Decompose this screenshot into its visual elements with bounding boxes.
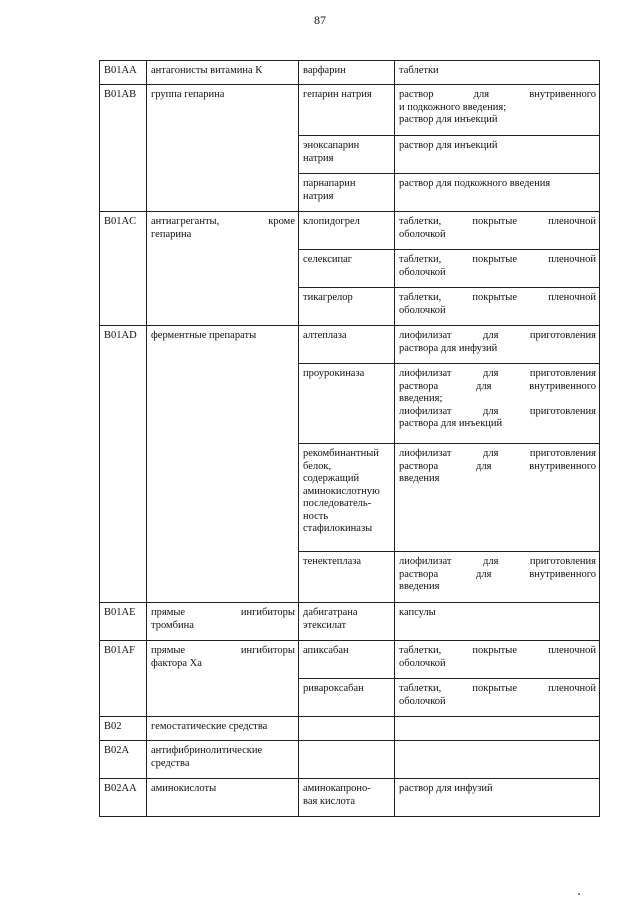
dosage-form-line: раствор для внутривенного — [399, 89, 596, 100]
dosage-form-cell — [395, 326, 600, 364]
group-name-line: прямые ингибиторы — [151, 607, 295, 618]
dosage-form-line: раствор для инфузий — [399, 783, 493, 794]
dosage-form-cell — [395, 444, 600, 552]
drug-name-line: натрия — [303, 190, 334, 202]
drug-name-line: апиксабан — [303, 645, 349, 656]
group-name-cell — [147, 641, 299, 717]
atc-code-cell — [100, 741, 147, 779]
group-name-cell — [147, 61, 299, 85]
table-row — [100, 326, 600, 364]
dosage-form-line: таблетки, покрытые пленочной — [399, 216, 596, 227]
dosage-form-cell — [395, 61, 600, 85]
group-name-cell — [147, 603, 299, 641]
dosage-form-cell — [395, 552, 600, 603]
atc-code-cell — [100, 603, 147, 641]
dosage-form-cell — [395, 779, 600, 817]
drug-name-cell — [299, 603, 395, 641]
page-number: 87 — [314, 13, 326, 27]
group-name-cell — [147, 779, 299, 817]
drug-name-line: последователь- — [303, 498, 372, 509]
drug-name-cell — [299, 326, 395, 364]
drug-name-line: тенектеплаза — [303, 556, 362, 567]
dosage-form-line: капсулы — [399, 607, 436, 618]
drug-name-line: вая кислота — [303, 795, 356, 807]
drug-name-line: эноксапарин — [303, 140, 360, 151]
dosage-form-line: и подкожного введения; — [399, 101, 507, 113]
drug-name-cell — [299, 250, 395, 288]
dosage-form-cell — [395, 641, 600, 679]
dosage-form-line: введения; — [399, 393, 443, 404]
dosage-form-line: введения — [399, 581, 440, 592]
drug-name-cell — [299, 61, 395, 85]
group-name-line: антиагреганты, кроме — [151, 216, 295, 227]
group-name-line: группа гепарина — [151, 89, 225, 100]
drug-name-cell — [299, 85, 395, 136]
atc-code: B02 — [104, 721, 122, 732]
group-name-cell — [147, 741, 299, 779]
scan-speck — [578, 893, 580, 895]
drug-name-line: гепарин натрия — [303, 89, 372, 100]
dosage-form-line: таблетки — [399, 65, 439, 76]
drug-name-line: аминокислотную — [303, 485, 380, 497]
dosage-form-line: раствора для внутривенного — [399, 460, 596, 472]
atc-code-cell — [100, 326, 147, 603]
dosage-form-line: таблетки, покрытые пленочной — [399, 683, 596, 694]
group-name-line: прямые ингибиторы — [151, 645, 295, 656]
atc-code: B01AD — [104, 330, 137, 341]
table-row — [100, 717, 600, 741]
dosage-form-cell — [395, 717, 600, 741]
dosage-form-cell — [395, 364, 600, 444]
dosage-form-cell — [395, 288, 600, 326]
dosage-form-line: раствора для внутривенного — [399, 380, 596, 392]
dosage-form-cell — [395, 212, 600, 250]
drug-name-line: селексипаг — [303, 254, 353, 265]
dosage-form-line: лиофилизат для приготовления — [399, 556, 596, 567]
dosage-form-line: лиофилизат для приготовления — [399, 368, 596, 379]
dosage-form-line: лиофилизат для приготовления — [399, 405, 596, 417]
atc-code: B01AE — [104, 607, 136, 618]
group-name-line: гепарина — [151, 228, 192, 240]
atc-code-cell — [100, 212, 147, 326]
dosage-form-cell — [395, 250, 600, 288]
atc-code-cell — [100, 779, 147, 817]
group-name-cell — [147, 85, 299, 212]
table-row — [100, 212, 600, 250]
drug-name-line: белок, — [303, 460, 332, 472]
dosage-form-line: оболочкой — [399, 266, 446, 278]
dosage-form-line: раствор для инъекций — [399, 140, 498, 151]
group-name-line: фактора Ха — [151, 657, 202, 669]
table-row — [100, 85, 600, 136]
drug-name-line: алтеплаза — [303, 330, 347, 341]
group-name-line: аминокислоты — [151, 783, 217, 794]
dosage-form-line: раствора для инфузий — [399, 342, 498, 354]
group-name-line: тромбина — [151, 619, 194, 631]
drug-name-cell — [299, 717, 395, 741]
dosage-form-cell — [395, 741, 600, 779]
group-name-cell — [147, 326, 299, 603]
dosage-form-cell — [395, 136, 600, 174]
group-name-cell — [147, 717, 299, 741]
drug-name-cell — [299, 641, 395, 679]
drug-name-line: варфарин — [303, 65, 346, 76]
table-row — [100, 603, 600, 641]
drug-name-line: проурокиназа — [303, 368, 365, 379]
dosage-form-line: раствор для подкожного введения — [399, 178, 551, 189]
table-row — [100, 741, 600, 779]
drug-name-line: этексилат — [303, 619, 347, 631]
drug-name-line: тикагрелор — [303, 292, 353, 303]
atc-code: B01AF — [104, 645, 135, 656]
group-name-line: гемостатические средства — [151, 721, 268, 732]
dosage-form-line: лиофилизат для приготовления — [399, 448, 596, 459]
atc-code: B01AB — [104, 89, 137, 100]
drug-name-line: аминокапроно- — [303, 783, 371, 794]
atc-code: B02AA — [104, 783, 137, 794]
drug-name-line: рекомбинантный — [303, 448, 379, 459]
drug-name-line: натрия — [303, 152, 334, 164]
drug-name-line: ность — [303, 510, 329, 522]
atc-code: B02A — [104, 745, 130, 756]
dosage-form-line: таблетки, покрытые пленочной — [399, 254, 596, 265]
dosage-form-line: раствора для инъекций — [399, 418, 503, 429]
drug-name-cell — [299, 136, 395, 174]
dosage-form-cell — [395, 603, 600, 641]
drug-name-cell — [299, 212, 395, 250]
drug-name-line: парнапарин — [303, 178, 356, 189]
atc-code-cell — [100, 717, 147, 741]
drug-classification-table — [99, 60, 600, 817]
dosage-form-line: оболочкой — [399, 304, 446, 316]
drug-name-line: содержащий — [303, 473, 360, 484]
drug-name-cell — [299, 444, 395, 552]
atc-code-cell — [100, 641, 147, 717]
dosage-form-line: оболочкой — [399, 695, 446, 707]
dosage-form-line: введения — [399, 473, 440, 484]
atc-code-cell — [100, 61, 147, 85]
drug-name-cell — [299, 552, 395, 603]
dosage-form-line: таблетки, покрытые пленочной — [399, 645, 596, 656]
group-name-line: антагонисты витамина К — [151, 65, 263, 76]
drug-name-cell — [299, 779, 395, 817]
drug-name-line: клопидогрел — [303, 216, 360, 227]
dosage-form-line: лиофилизат для приготовления — [399, 330, 596, 341]
dosage-form-cell — [395, 85, 600, 136]
group-name-line: ферментные препараты — [151, 330, 257, 341]
table-row — [100, 641, 600, 679]
dosage-form-cell — [395, 174, 600, 212]
dosage-form-line: раствора для внутривенного — [399, 568, 596, 580]
drug-name-cell — [299, 679, 395, 717]
drug-name-cell — [299, 741, 395, 779]
dosage-form-line: раствор для инъекций — [399, 114, 498, 125]
dosage-form-line: оболочкой — [399, 657, 446, 669]
dosage-form-line: таблетки, покрытые пленочной — [399, 292, 596, 303]
dosage-form-cell — [395, 679, 600, 717]
atc-code: B01AC — [104, 216, 137, 227]
group-name-line: антифибринолитические — [151, 745, 263, 756]
atc-code-cell — [100, 85, 147, 212]
table-row — [100, 779, 600, 817]
drug-name-line: ривароксабан — [303, 683, 364, 694]
drug-name-line: стафилокиназы — [303, 523, 373, 534]
table-row — [100, 61, 600, 85]
atc-code: B01AA — [104, 65, 137, 76]
dosage-form-line: оболочкой — [399, 228, 446, 240]
group-name-line: средства — [151, 757, 190, 769]
drug-name-cell — [299, 364, 395, 444]
drug-name-cell — [299, 288, 395, 326]
drug-name-cell — [299, 174, 395, 212]
drug-name-line: дабигатрана — [303, 607, 358, 618]
group-name-cell — [147, 212, 299, 326]
